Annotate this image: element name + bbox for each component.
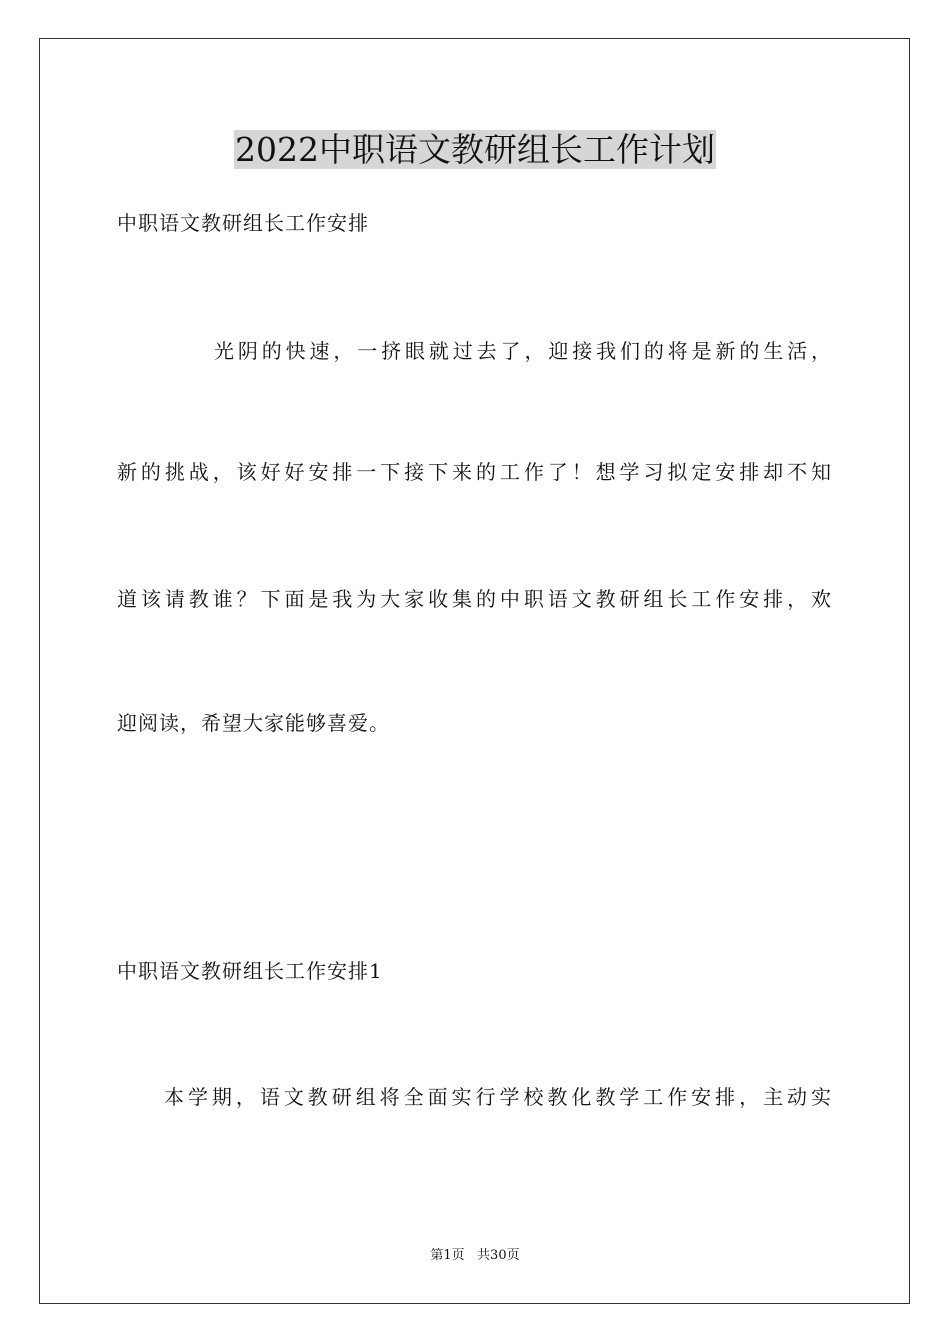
paragraph-line-4: 迎阅读，希望大家能够喜爱。 bbox=[117, 711, 390, 735]
paragraph-line-3: 道该请教谁？下面是我为大家收集的中职语文教研组长工作安排，欢 bbox=[117, 587, 831, 611]
paragraph-line-2: 新的挑战，该好好安排一下接下来的工作了！想学习拟定安排却不知 bbox=[117, 460, 831, 484]
document-title bbox=[0, 128, 950, 172]
plan-heading: 中职语文教研组长工作安排 bbox=[117, 211, 369, 235]
section-heading-1: 中职语文教研组长工作安排1 bbox=[117, 959, 383, 983]
page-footer: 第1页 共30页 bbox=[430, 1248, 520, 1263]
paragraph-line-1: 光阴的快速，一挤眼就过去了，迎接我们的将是新的生活， bbox=[214, 339, 831, 363]
document-title-text: 2022中职语文教研组长工作计划 bbox=[235, 130, 715, 169]
section-1-paragraph-line-1: 本学期，语文教研组将全面实行学校教化教学工作安排，主动实 bbox=[164, 1085, 831, 1109]
